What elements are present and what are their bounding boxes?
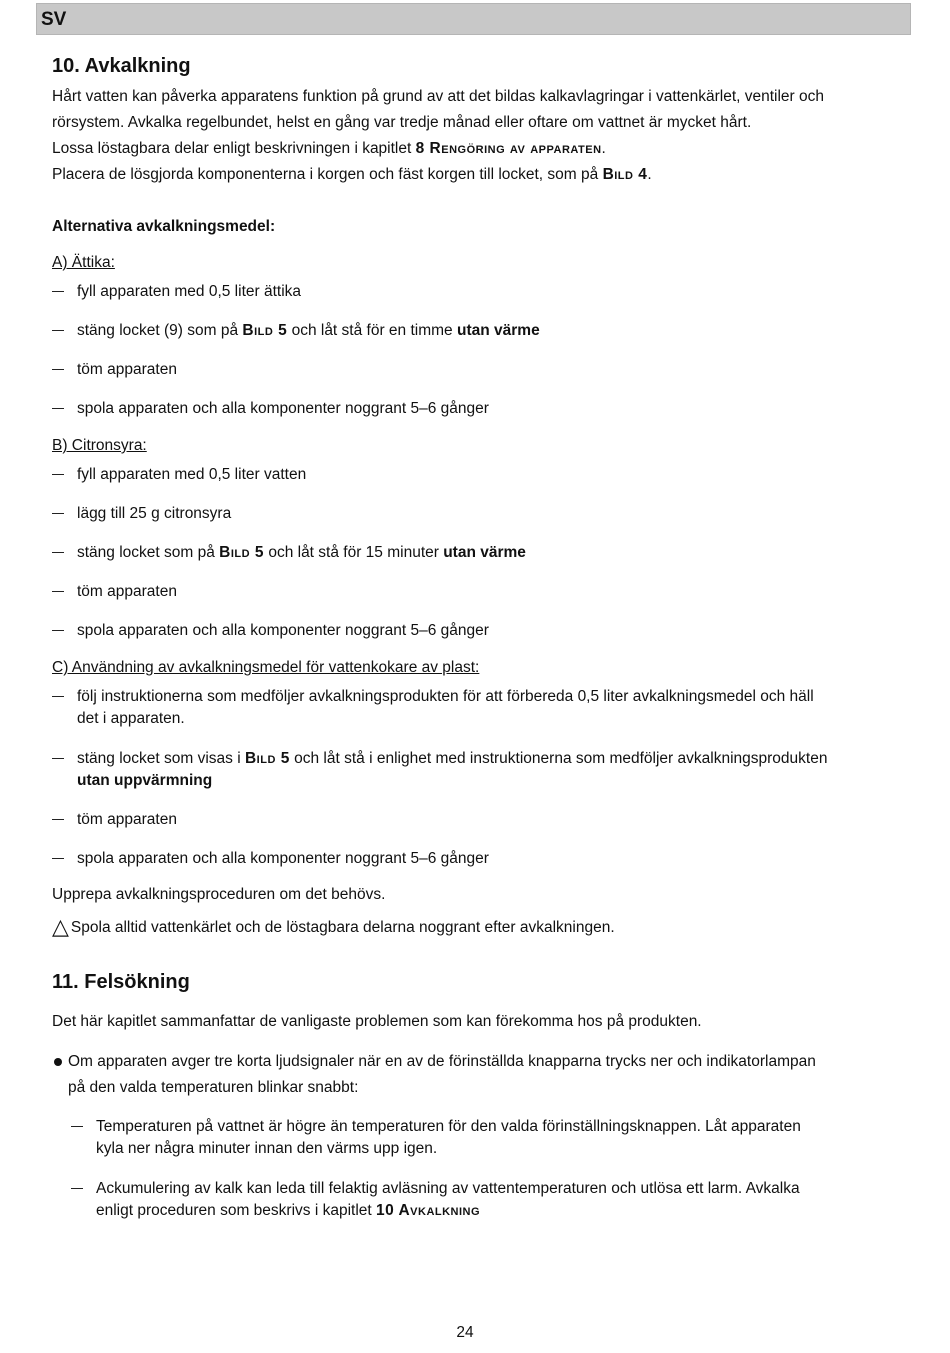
text: enligt proceduren som beskrivs i kapitlet xyxy=(96,1202,376,1219)
text: stäng locket som visas i xyxy=(77,750,245,767)
list-item-text xyxy=(77,542,912,564)
period: . xyxy=(601,140,606,157)
list-item-text: spola apparaten och alla komponenter noggrant 5–6 gånger xyxy=(77,400,489,417)
vinegar-heading: A) Ättika: xyxy=(52,254,115,271)
intro-line-3-text: Lossa löstagbara delar enligt beskrivningen i kapitlet xyxy=(52,140,416,157)
emphasis: utan värme xyxy=(443,544,526,561)
list-item-text: fyll apparaten med 0,5 liter vatten xyxy=(77,466,307,483)
text-line: på den valda temperaturen blinkar snabbt: xyxy=(68,1079,359,1096)
chapter-reference: 10 Avkalkning xyxy=(376,1202,481,1219)
intro-line-2: rörsystem. Avkalka regelbundet, helst en gång var tredje månad eller oftare om vattnet är mycket hårt. xyxy=(52,114,752,131)
intro-line-4-text: Placera de lösgjorda komponenterna i korgen och fäst korgen till locket, som på xyxy=(52,166,603,183)
text: och låt stå i enlighet med instruktionerna som medföljer avkalkningsprodukten xyxy=(289,750,828,767)
troubleshooting-intro: Det här kapitlet sammanfattar de vanligaste problemen som kan förekomma hos på produkten. xyxy=(52,1013,702,1030)
list-item-text xyxy=(96,1178,901,1222)
intro-line-1: Hårt vatten kan påverka apparatens funktion på grund av att det bildas kalkavlagringar i vattenkärlet, ventiler och xyxy=(52,88,825,105)
bullet-text xyxy=(68,1049,908,1101)
text: stäng locket (9) som på xyxy=(77,322,243,339)
intro-line-3 xyxy=(52,136,912,162)
text-line: det i apparaten. xyxy=(77,710,185,727)
language-code: SV xyxy=(41,9,67,30)
emphasis: utan uppvärmning xyxy=(77,772,213,789)
text-line: kyla ner några minuter innan den värms upp igen. xyxy=(96,1140,438,1157)
intro-paragraph xyxy=(52,84,912,188)
list-item-text: lägg till 25 g citronsyra xyxy=(77,505,232,522)
list-item-text xyxy=(77,686,912,730)
period: . xyxy=(647,166,652,183)
list-item-text: töm apparaten xyxy=(77,361,177,378)
list-item-text: spola apparaten och alla komponenter noggrant 5–6 gånger xyxy=(77,622,489,639)
figure-reference: Bild 5 xyxy=(219,544,265,561)
citric-acid-heading: B) Citronsyra: xyxy=(52,437,147,454)
repeat-note: Upprepa avkalkningsproceduren om det behövs. xyxy=(52,886,386,903)
alternatives-heading: Alternativa avkalkningsmedel: xyxy=(52,218,276,235)
language-header-bar xyxy=(36,3,911,35)
list-item-text: töm apparaten xyxy=(77,583,177,600)
warning-triangle-icon: △ xyxy=(52,915,69,940)
figure-reference: Bild 5 xyxy=(242,322,288,339)
warning-note xyxy=(52,915,615,941)
text-line: Om apparaten avger tre korta ljudsignaler när en av de förinställda knapparna trycks ner och indikatorlampan xyxy=(68,1053,816,1070)
text: och låt stå för en timme xyxy=(287,322,457,339)
list-item-text: töm apparaten xyxy=(77,811,177,828)
chapter-reference: 8 Rengöring av apparaten xyxy=(415,140,602,157)
section-title-troubleshooting: 11. Felsökning xyxy=(52,971,190,993)
text-line: Ackumulering av kalk kan leda till felaktig avläsning av vattentemperaturen och utlösa ett larm. Avkalka xyxy=(96,1180,800,1197)
list-item-text xyxy=(77,748,912,792)
text: och låt stå för 15 minuter xyxy=(264,544,444,561)
emphasis: utan värme xyxy=(456,322,540,339)
figure-reference: Bild 5 xyxy=(244,750,290,767)
bullet-icon xyxy=(54,1058,62,1066)
warning-text: Spola alltid vattenkärlet och de löstagbara delarna noggrant efter avkalkningen. xyxy=(70,919,615,936)
text-line: Temperaturen på vattnet är högre än temperaturen för den valda förinställningsknappen. Låt apparaten xyxy=(96,1118,801,1135)
list-item-text: spola apparaten och alla komponenter noggrant 5–6 gånger xyxy=(77,850,489,867)
list-item-text: fyll apparaten med 0,5 liter ättika xyxy=(77,283,302,300)
text: stäng locket som på xyxy=(77,544,220,561)
section-title-descaling: 10. Avkalkning xyxy=(52,55,191,77)
plastic-kettle-heading: C) Användning av avkalkningsmedel för vattenkokare av plast: xyxy=(52,659,480,676)
text-line: följ instruktionerna som medföljer avkalkningsprodukten för att förbereda 0,5 liter avkalkningsmedel och häll xyxy=(77,688,814,705)
list-item-text xyxy=(96,1116,901,1160)
page-number: 24 xyxy=(456,1324,474,1341)
figure-reference: Bild 4 xyxy=(602,166,648,183)
intro-line-4 xyxy=(52,162,912,188)
list-item-text xyxy=(77,320,912,342)
